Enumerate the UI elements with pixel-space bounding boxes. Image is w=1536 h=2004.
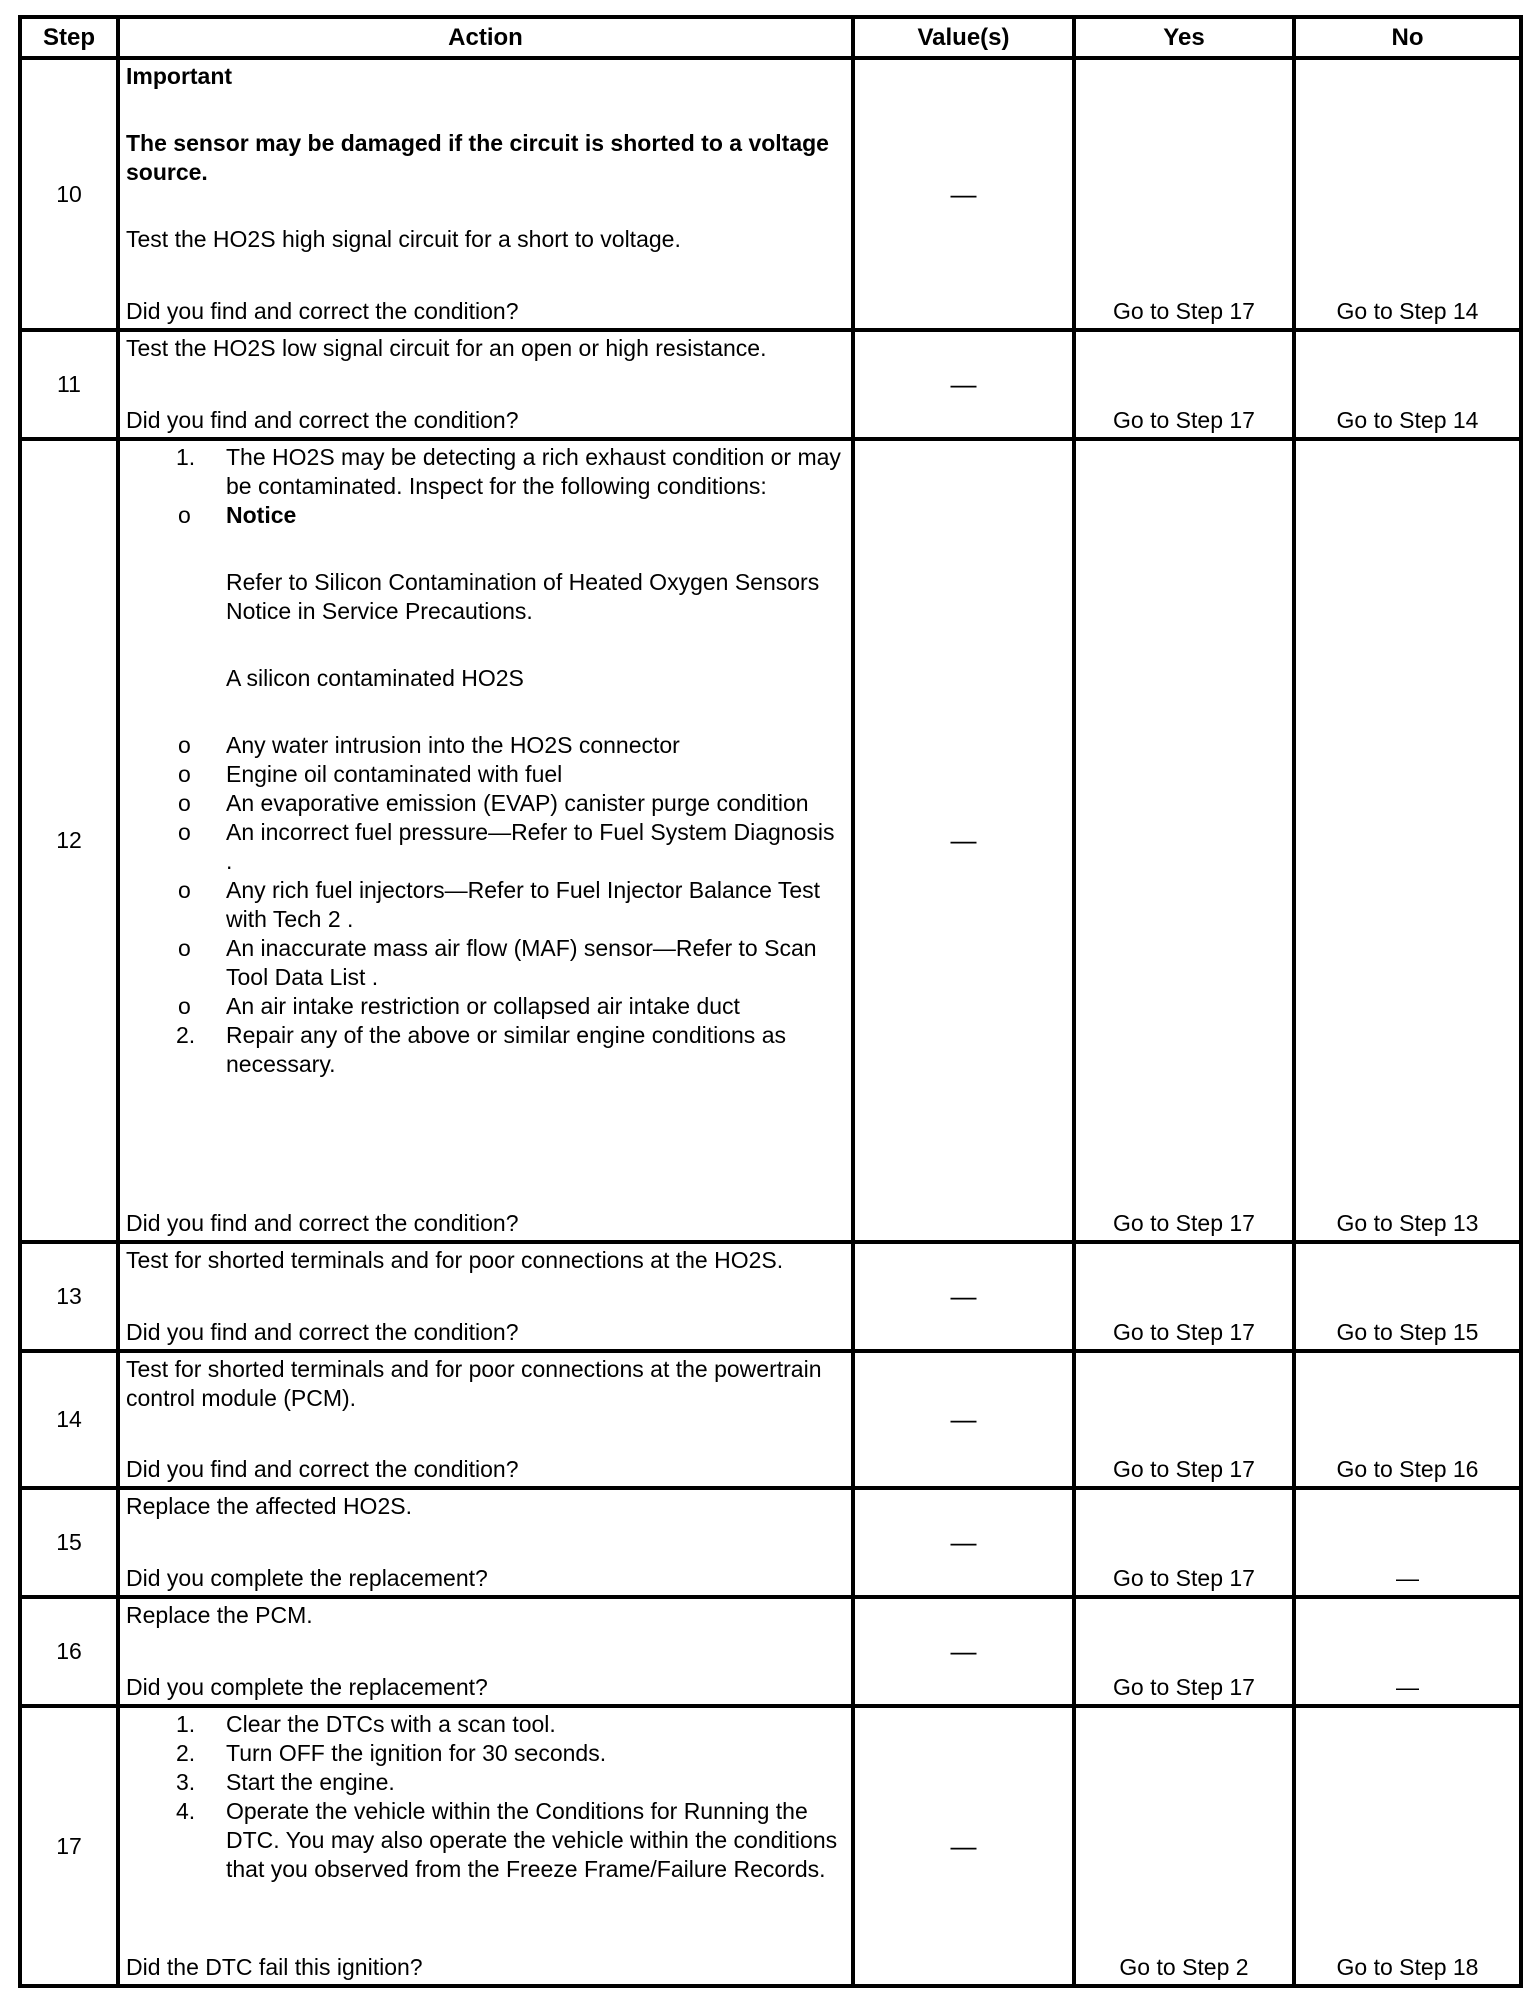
item-text: An evaporative emission (EVAP) canister purge condition xyxy=(226,790,809,816)
no-cell: — xyxy=(1294,1488,1521,1597)
list-item xyxy=(126,1739,845,1768)
table-row xyxy=(20,439,1521,1242)
item-text: Any water intrusion into the HO2S connector xyxy=(226,732,680,758)
action-cell xyxy=(118,1706,853,1986)
action-question: Did you find and correct the condition? xyxy=(126,1456,519,1482)
item-text: Any rich fuel injectors—Refer to Fuel Injector Balance Test with Tech 2 . xyxy=(226,877,821,932)
action-question: Did you find and correct the condition? xyxy=(126,298,519,324)
no-cell: Go to Step 18 xyxy=(1294,1706,1521,1986)
header-step: Step xyxy=(20,17,118,58)
list-item xyxy=(126,443,845,501)
value-cell: — xyxy=(853,1488,1074,1597)
action-question: Did you complete the replacement? xyxy=(126,1565,488,1591)
yes-cell: Go to Step 17 xyxy=(1074,439,1294,1242)
item-text: Turn OFF the ignition for 30 seconds. xyxy=(226,1740,607,1766)
item-number: 2. xyxy=(176,1022,196,1048)
action-text: Test the HO2S low signal circuit for an open or high resistance. xyxy=(126,335,767,361)
action-cell xyxy=(118,330,853,439)
action-text: Test for shorted terminals and for poor connections at the HO2S. xyxy=(126,1247,784,1273)
item-number: 2. xyxy=(176,1740,196,1766)
no-cell: Go to Step 14 xyxy=(1294,58,1521,330)
item-text: Clear the DTCs with a scan tool. xyxy=(226,1711,556,1737)
item-text: An air intake restriction or collapsed air intake duct xyxy=(226,993,740,1019)
step-number: 10 xyxy=(20,58,118,330)
action-steps xyxy=(126,443,845,501)
bullet: o xyxy=(178,732,191,758)
step-number: 11 xyxy=(20,330,118,439)
action-cell xyxy=(118,58,853,330)
step-number: 14 xyxy=(20,1351,118,1488)
value-cell: — xyxy=(853,1597,1074,1706)
table-row xyxy=(20,1706,1521,1986)
condition-list xyxy=(126,501,845,1021)
yes-cell: Go to Step 17 xyxy=(1074,1351,1294,1488)
item-text: Repair any of the above or similar engine conditions as necessary. xyxy=(226,1022,786,1077)
item-number: 1. xyxy=(176,1711,196,1737)
item-number: 3. xyxy=(176,1769,196,1795)
action-steps xyxy=(126,1710,845,1884)
action-question: Did you find and correct the condition? xyxy=(126,407,519,433)
action-cell xyxy=(118,1242,853,1351)
table-row xyxy=(20,58,1521,330)
list-item xyxy=(126,731,845,760)
list-item xyxy=(126,1797,845,1884)
header-yes: Yes xyxy=(1074,17,1294,58)
step-number: 12 xyxy=(20,439,118,1242)
list-item xyxy=(126,818,845,876)
bullet: o xyxy=(178,819,191,845)
table-row xyxy=(20,1488,1521,1597)
list-item xyxy=(126,992,845,1021)
list-item xyxy=(126,1710,845,1739)
yes-cell: Go to Step 17 xyxy=(1074,1597,1294,1706)
bullet: o xyxy=(178,935,191,961)
bullet: o xyxy=(178,502,191,528)
action-text: Test for shorted terminals and for poor connections at the powertrain control module (PCM). xyxy=(126,1356,822,1411)
value-cell: — xyxy=(853,330,1074,439)
item-text: Engine oil contaminated with fuel xyxy=(226,761,563,787)
notice-item: A silicon contaminated HO2S xyxy=(226,665,524,691)
yes-cell: Go to Step 17 xyxy=(1074,1242,1294,1351)
value-cell: — xyxy=(853,1242,1074,1351)
table-row xyxy=(20,1242,1521,1351)
action-cell xyxy=(118,1351,853,1488)
action-steps xyxy=(126,1021,845,1079)
header-action: Action xyxy=(118,17,853,58)
bullet: o xyxy=(178,877,191,903)
header-no: No xyxy=(1294,17,1521,58)
table-row xyxy=(20,1351,1521,1488)
notice-text: Refer to Silicon Contamination of Heated Oxygen Sensors Notice in Service Precautions. xyxy=(226,569,820,624)
action-question: Did you complete the replacement? xyxy=(126,1674,488,1700)
yes-cell: Go to Step 17 xyxy=(1074,58,1294,330)
value-cell: — xyxy=(853,1351,1074,1488)
header-values: Value(s) xyxy=(853,17,1074,58)
step-number: 16 xyxy=(20,1597,118,1706)
yes-cell: Go to Step 2 xyxy=(1074,1706,1294,1986)
item-text: Operate the vehicle within the Conditions for Running the DTC. You may also operate the vehicle within the conditions that you observed from the Freeze Frame/Failure Records. xyxy=(226,1798,838,1882)
bullet: o xyxy=(178,993,191,1019)
item-number: 1. xyxy=(176,444,196,470)
no-cell: — xyxy=(1294,1597,1521,1706)
no-cell: Go to Step 16 xyxy=(1294,1351,1521,1488)
no-cell: Go to Step 15 xyxy=(1294,1242,1521,1351)
bullet: o xyxy=(178,761,191,787)
action-question: Did the DTC fail this ignition? xyxy=(126,1954,423,1980)
list-item xyxy=(126,934,845,992)
item-text: The HO2S may be detecting a rich exhaust condition or may be contaminated. Inspect for the following conditions: xyxy=(226,444,841,499)
item-number: 4. xyxy=(176,1798,196,1824)
item-text: An inaccurate mass air flow (MAF) sensor—Refer to Scan Tool Data List . xyxy=(226,935,817,990)
no-cell: Go to Step 14 xyxy=(1294,330,1521,439)
notice-title: Notice xyxy=(226,502,297,528)
action-cell xyxy=(118,1488,853,1597)
diagnostic-table xyxy=(18,15,1523,1988)
item-text: An incorrect fuel pressure—Refer to Fuel System Diagnosis . xyxy=(226,819,835,874)
no-cell: Go to Step 13 xyxy=(1294,439,1521,1242)
bullet: o xyxy=(178,790,191,816)
action-text: Replace the affected HO2S. xyxy=(126,1493,412,1519)
yes-cell: Go to Step 17 xyxy=(1074,330,1294,439)
important-label: Important xyxy=(126,63,233,89)
action-text: Test the HO2S high signal circuit for a short to voltage. xyxy=(126,226,681,252)
step-number: 17 xyxy=(20,1706,118,1986)
header-row xyxy=(20,17,1521,58)
yes-cell: Go to Step 17 xyxy=(1074,1488,1294,1597)
list-item xyxy=(126,876,845,934)
step-number: 15 xyxy=(20,1488,118,1597)
warning-text: The sensor may be damaged if the circuit is shorted to a voltage source. xyxy=(126,130,829,185)
action-text: Replace the PCM. xyxy=(126,1602,313,1628)
action-question: Did you find and correct the condition? xyxy=(126,1210,519,1236)
list-item xyxy=(126,789,845,818)
item-text: Start the engine. xyxy=(226,1769,395,1795)
list-item xyxy=(126,1021,845,1079)
value-cell: — xyxy=(853,439,1074,1242)
list-item xyxy=(126,760,845,789)
action-cell xyxy=(118,1597,853,1706)
list-item xyxy=(126,1768,845,1797)
step-number: 13 xyxy=(20,1242,118,1351)
table-row xyxy=(20,1597,1521,1706)
action-cell xyxy=(118,439,853,1242)
action-question: Did you find and correct the condition? xyxy=(126,1319,519,1345)
value-cell: — xyxy=(853,58,1074,330)
table-row xyxy=(20,330,1521,439)
list-item xyxy=(126,501,845,731)
value-cell: — xyxy=(853,1706,1074,1986)
